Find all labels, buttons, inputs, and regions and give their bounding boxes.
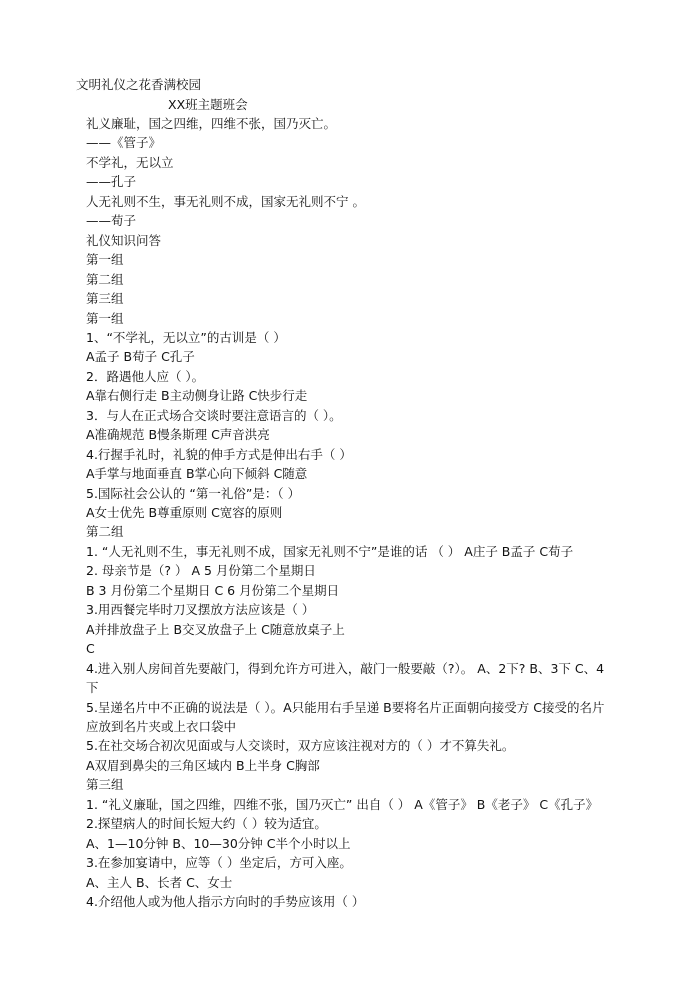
doc-line: A女士优先 B尊重原则 C宽容的原则	[86, 505, 283, 520]
doc-line: 2.探望病人的时间长短大约（ ）较为适宜。	[86, 816, 327, 832]
doc-line: 4.介绍他人或为他人指示方向时的手势应该用（ ）	[86, 894, 365, 909]
doc-line: 下	[86, 680, 99, 696]
doc-line: 5.呈递名片中不正确的说法是（ ）。A只能用右手呈递 B要将名片正面朝向接受方 C接受的名片	[86, 699, 605, 715]
doc-line: 2．路遇他人应（ ）。	[86, 368, 205, 384]
doc-line: 第二组	[86, 271, 124, 287]
doc-line: ——荀子	[86, 213, 137, 229]
doc-line: 人无礼则不生，事无礼则不成，国家无礼则不宁 。	[86, 193, 365, 209]
doc-line: ——孔子	[86, 174, 137, 190]
doc-line: 3.在参加宴请中，应等（ ）坐定后，方可入座。	[86, 855, 352, 871]
doc-line: 4.行握手礼时，礼貌的伸手方式是伸出右手（ ）	[86, 446, 352, 462]
doc-line: B 3 月份第二个星期日 C 6 月份第二个星期日	[86, 582, 340, 598]
doc-line: 3.用西餐完毕时刀叉摆放方法应该是（ ）	[86, 602, 315, 618]
doc-line: A手掌与地面垂直 B掌心向下倾斜 C随意	[86, 466, 308, 482]
doc-line: 3．与人在正式场合交谈时要注意语言的（ ）。	[86, 407, 342, 423]
doc-line: 第二组	[86, 524, 124, 540]
doc-line: A靠右侧行走 B主动侧身让路 C快步行走	[86, 388, 308, 404]
doc-line: 1. “礼义廉耻，国之四维，四维不张，国乃灭亡” 出自（ ） A《管子》 B《老子》 C《孔子》	[86, 796, 599, 812]
doc-line: C	[86, 641, 95, 657]
doc-line: A准确规范 B慢条斯理 C声音洪亮	[86, 427, 270, 443]
doc-line: 5.国际社会公认的 “第一礼俗”是：（ ）	[86, 485, 301, 501]
doc-subtitle: XX班主题班会	[168, 97, 248, 112]
doc-line: 第三组	[86, 777, 124, 793]
doc-line: ——《管子》	[86, 135, 162, 151]
doc-line: 5.在社交场合初次见面或与人交谈时，双方应该注视对方的（ ）才不算失礼。	[86, 738, 515, 754]
doc-line: 应放到名片夹或上衣口袋中	[86, 718, 237, 734]
doc-line: 不学礼，无以立	[86, 154, 174, 170]
doc-line: A、主人 B、长者 C、女士	[86, 874, 233, 890]
doc-line: 2. 母亲节是（? ） A 5 月份第二个星期日	[86, 563, 316, 579]
doc-line: 4.进入别人房间首先要敲门，得到允许方可进入，敲门一般要敲（?）。 A、2下? B、3下 C、4	[86, 660, 605, 676]
doc-line: 礼义廉耻，国之四维，四维不张，国乃灭亡。	[86, 116, 337, 131]
doc-line: A并排放盘子上 B交叉放盘子上 C随意放桌子上	[86, 621, 345, 637]
doc-line: A孟子 B荀子 C孔子	[86, 349, 195, 365]
doc-line: A双眉到鼻尖的三角区域内 B上半身 C胸部	[86, 757, 320, 773]
doc-line: 第一组	[86, 310, 124, 326]
doc-line: A、1—10分钟 B、10—30分钟 C半个小时以上	[86, 835, 351, 851]
doc-line: 1. “人无礼则不生，事无礼则不成，国家无礼则不宁”是谁的话 （ ） A庄子 B孟子 C荀子	[86, 543, 574, 559]
doc-line: 第一组	[86, 252, 124, 268]
doc-line: 礼仪知识问答	[86, 232, 162, 248]
doc-title: 文明礼仪之花香满校园	[76, 77, 202, 92]
doc-line: 1、“不学礼，无以立”的古训是（ ）	[86, 329, 286, 345]
doc-line: 第三组	[86, 291, 124, 307]
